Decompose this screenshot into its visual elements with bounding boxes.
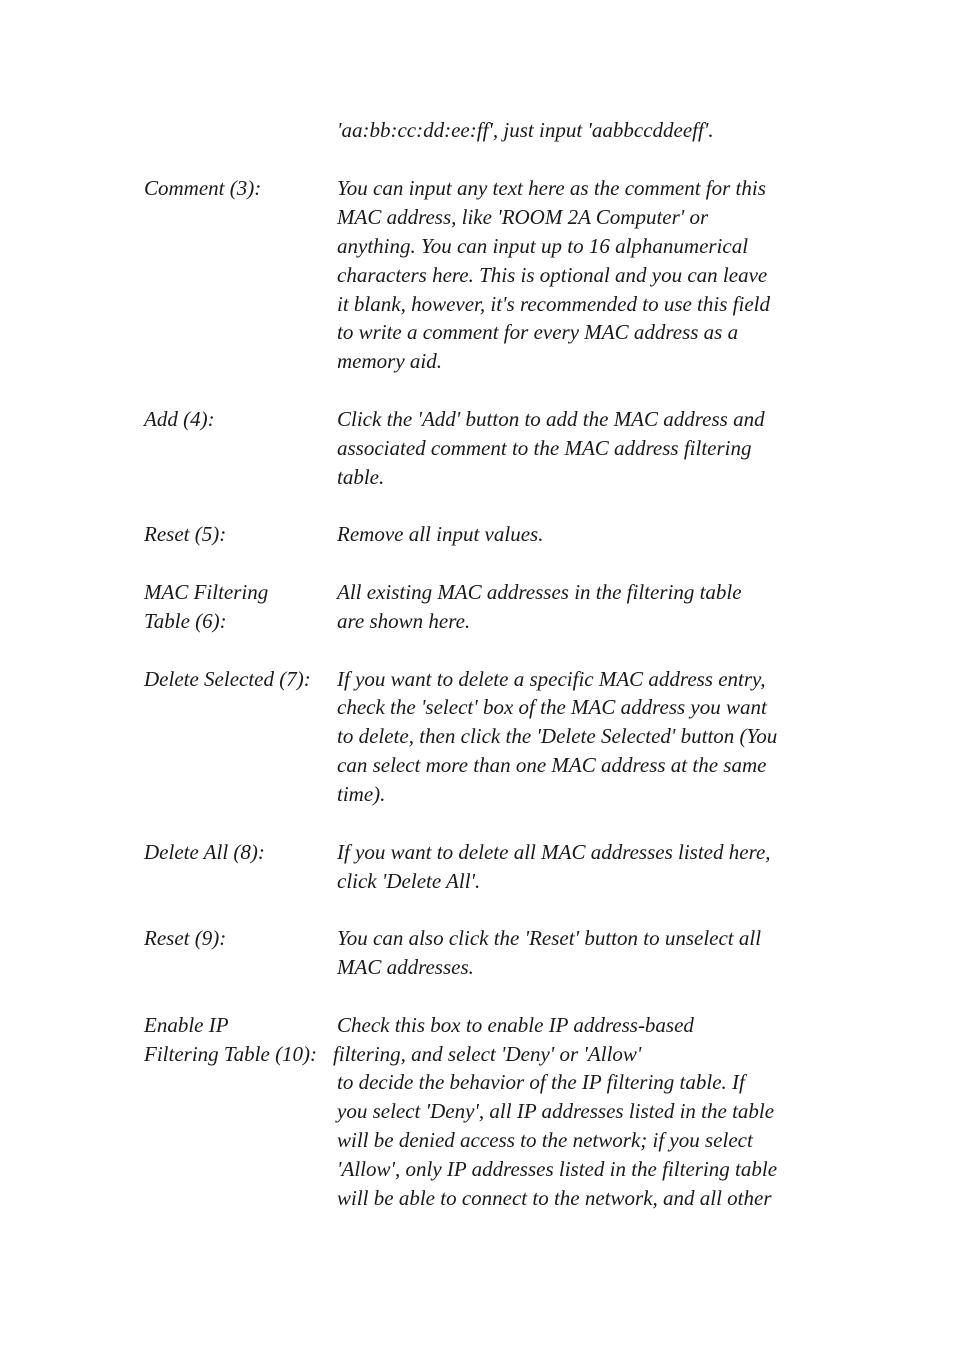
enable-ip-filtering-description-line: will be able to connect to the network, and all other — [337, 1186, 772, 1210]
delete-selected-description-line: time). — [337, 782, 386, 806]
delete-selected-term: Delete Selected (7): — [144, 667, 311, 691]
mac-filtering-table-term: Table (6): — [144, 609, 227, 633]
enable-ip-filtering-table-term: Filtering Table (10): — [144, 1042, 318, 1066]
add-description-line: Click the 'Add' button to add the MAC address and — [337, 407, 765, 431]
enable-ip-filtering-description-line: you select 'Deny', all IP addresses listed in the table — [337, 1099, 775, 1123]
comment-description-line: anything. You can input up to 16 alphanumerical — [337, 234, 749, 258]
enable-ip-filtering-table-term: Enable IP — [144, 1013, 229, 1037]
mac-filtering-table-term: MAC Filtering — [144, 580, 269, 604]
comment-description-line: You can input any text here as the comment for this — [337, 176, 766, 200]
continuation-description-line: 'aa:bb:cc:dd:ee:ff', just input 'aabbccddeeff'. — [337, 118, 714, 142]
add-term: Add (4): — [144, 407, 215, 431]
delete-all-description-line: If you want to delete all MAC addresses listed here, — [337, 840, 771, 864]
reset-5-term: Reset (5): — [144, 522, 227, 546]
comment-description-line: it blank, however, it's recommended to use this field — [337, 292, 770, 316]
enable-ip-filtering-description-line: to decide the behavior of the IP filtering table. If — [337, 1070, 745, 1094]
delete-selected-description-line: check the 'select' box of the MAC address you want — [337, 695, 767, 719]
reset-9-term: Reset (9): — [144, 926, 227, 950]
delete-selected-description-line: to delete, then click the 'Delete Selected' button (You — [337, 724, 778, 748]
enable-ip-filtering-description-line: will be denied access to the network; if you select — [337, 1128, 753, 1152]
comment-description-line: memory aid. — [337, 349, 442, 373]
comment-description-line: to write a comment for every MAC address as a — [337, 320, 739, 344]
mac-filtering-table-description-line: All existing MAC addresses in the filtering table — [337, 580, 742, 604]
comment-description-line: characters here. This is optional and you can leave — [337, 263, 768, 287]
enable-ip-filtering-description-line: 'Allow', only IP addresses listed in the filtering table — [337, 1157, 778, 1181]
reset-9-description-line: MAC addresses. — [337, 955, 474, 979]
enable-ip-filtering-description-line: filtering, and select 'Deny' or 'Allow' — [333, 1042, 642, 1066]
delete-selected-description-line: If you want to delete a specific MAC address entry, — [337, 667, 766, 691]
mac-filtering-table-description-line: are shown here. — [337, 609, 471, 633]
add-description-line: table. — [337, 465, 385, 489]
reset-9-description-line: You can also click the 'Reset' button to unselect all — [337, 926, 762, 950]
comment-term: Comment (3): — [144, 176, 262, 200]
comment-description-line: MAC address, like 'ROOM 2A Computer' or — [337, 205, 709, 229]
add-description-line: associated comment to the MAC address filtering — [337, 436, 752, 460]
reset-5-description-line: Remove all input values. — [337, 522, 544, 546]
delete-selected-description-line: can select more than one MAC address at the same — [337, 753, 767, 777]
enable-ip-filtering-description-line: Check this box to enable IP address-based — [337, 1013, 694, 1037]
delete-all-description-line: click 'Delete All'. — [337, 869, 481, 893]
delete-all-term: Delete All (8): — [144, 840, 265, 864]
